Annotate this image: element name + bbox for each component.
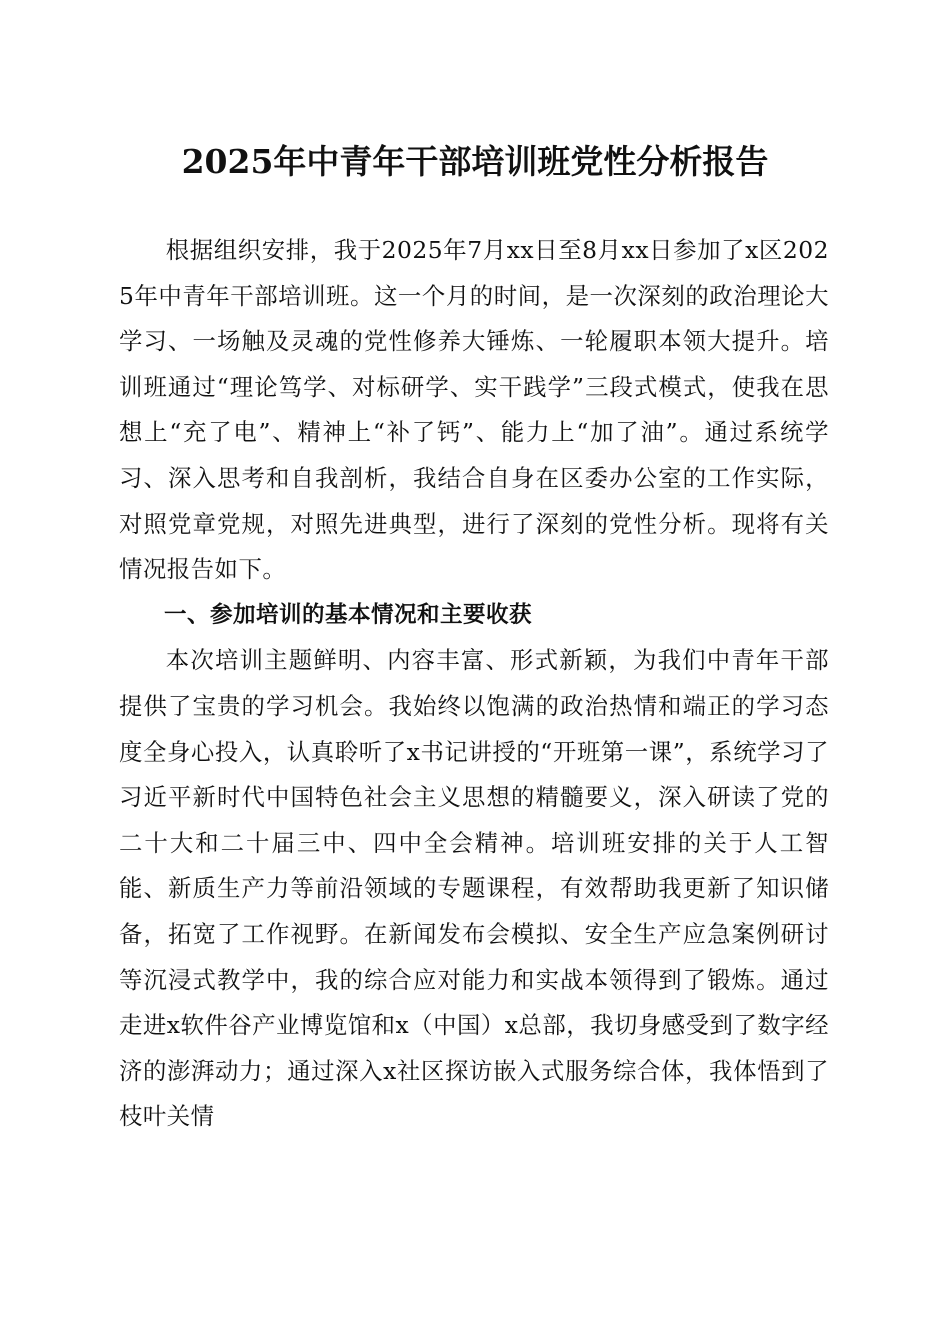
section-heading: 一、参加培训的基本情况和主要收获 [164, 601, 533, 628]
document-title: 2025年中青年干部培训班党性分析报告 [181, 142, 769, 181]
section-paragraph: 本次培训主题鲜明、内容丰富、形式新颖，为我们中青年干部提供了宝贵的学习机会。我始终以饱满的政治热情和端正的学习态度全身心投入，认真聆听了x书记讲授的“开班第一课”，系统学习了习近平新时代中国特色社会主义思想的精髓要义，深入研读了党的二十大和二十届三中、四中全会精神。培训班安排的关于人工智能、新质生产力等前沿领域的专题课程，有效帮助我更新了知识储备，拓宽了工作视野。在新闻发布会模拟、安全生产应急案例研讨等沉浸式教学中，我的综合应对能力和实战本领得到了锻炼。通过走进x软件谷产业博览馆和x（中国）x总部，我切身感受到了数字经济的澎湃动力；通过深入x社区探访嵌入式服务综合体，我体悟到了枝叶关情 [119, 646, 830, 1131]
document-body [119, 228, 829, 1140]
intro-paragraph: 根据组织安排，我于2025年7月xx日至8月xx日参加了x区2025年中青年干部培训班。这一个月的时间，是一次深刻的政治理论大学习、一场触及灵魂的党性修养大锤炼、一轮履职本领大提升。培训班通过“理论笃学、对标研学、实干践学”三段式模式，使我在思想上“充了电”、精神上“补了钙”、能力上“加了油”。通过系统学习、深入思考和自我剖析，我结合自身在区委办公室的工作实际，对照党章党规，对照先进典型，进行了深刻的党性分析。现将有关情况报告如下。 [119, 236, 829, 584]
